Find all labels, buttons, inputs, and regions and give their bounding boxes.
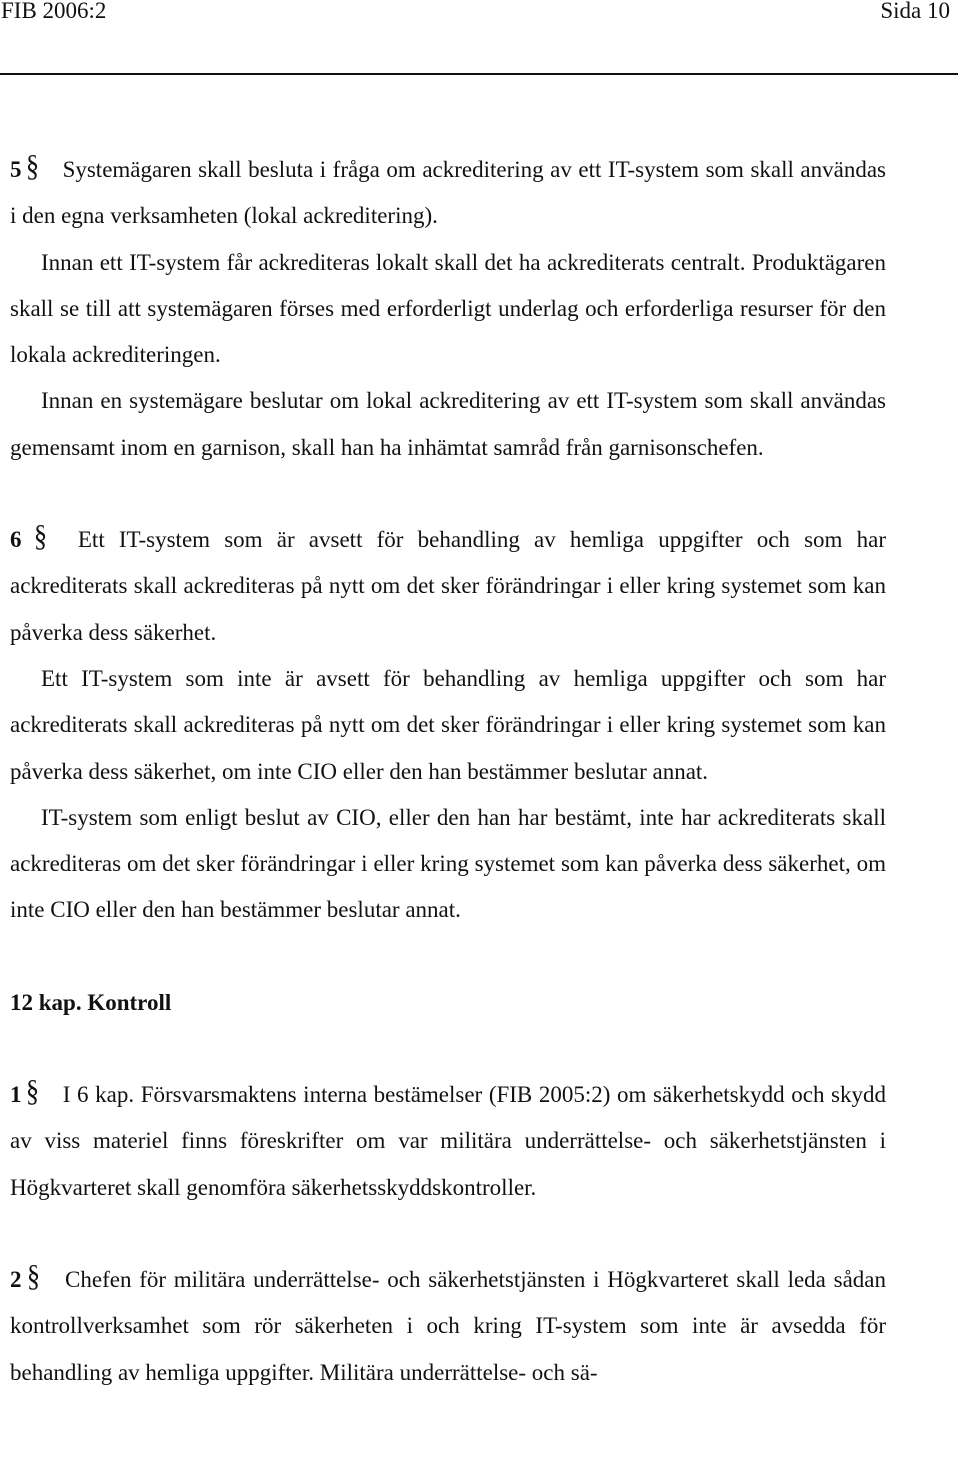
section-sign-icon: § — [26, 1074, 40, 1108]
document-id: FIB 2006:2 — [1, 0, 107, 23]
paragraph-text: Chefen för militära underrättelse- och säkerhetstjänsten i Högkvarteret skall leda sådan kontrollverksamhet som rör säkerheten i och kring IT-system som inte är avsedda för behandling av hemliga uppgifter. Militära underrättelse- och sä- — [10, 1266, 887, 1385]
section-5-paragraph-3: Innan en systemägare beslutar om lokal ackreditering av ett IT-system som skall användas gemensamt inom en garnison, skall han ha inhämtat samråd från garnisonschefen. — [10, 388, 886, 460]
section-number: 2 — [10, 1266, 22, 1292]
section-sign-icon: § — [27, 1259, 41, 1293]
page-header — [0, 0, 950, 30]
header-divider — [0, 73, 958, 75]
chapter-12-section-2 — [10, 1257, 886, 1396]
section-sign-icon: § — [25, 149, 40, 183]
section-number: 6 — [10, 527, 22, 553]
section-number: 5 — [10, 157, 22, 182]
paragraph-text: I 6 kap. Försvarsmaktens interna bestämelser (FIB 2005:2) om säkerhetskydd och skydd av viss materiel finns föreskrifter om var militära underrättelse- och säkerhetstjänsten i Högkvarteret skall genomföra säkerhetsskyddskontroller. — [10, 1082, 887, 1200]
section-number: 1 — [10, 1082, 22, 1108]
page-number: Sida 10 — [880, 0, 950, 23]
paragraph-text: Systemägaren skall besluta i fråga om ackreditering av ett IT-system som skall användas i den egna verksamheten (lokal ackreditering). — [10, 157, 886, 229]
chapter-12-section-1 — [10, 1072, 886, 1211]
section-6-paragraph-3: IT-system som enligt beslut av CIO, eller den han har bestämt, inte har ackrediterats skall ackrediteras om det sker förändringar i eller kring systemet som kan påverka dess säkerhet, om inte CIO eller den han bestämmer beslutar annat. — [10, 804, 886, 923]
section-6-paragraph-2: Ett IT-system som inte är avsett för behandling av hemliga uppgifter och som har ackrediterats skall ackrediteras på nytt om det sker förändringar i eller kring systemet som kan påverka dess säkerhet, om inte CIO eller den han bestämmer beslutar annat. — [10, 665, 886, 784]
section-sign-icon: § — [33, 519, 47, 553]
section-5-paragraph-1 — [10, 147, 886, 240]
document-body — [10, 147, 886, 1396]
paragraph-text: Ett IT-system som är avsett för behandling av hemliga uppgifter och som har ackrediterats skall ackrediteras på nytt om det sker förändringar i eller kring systemet som kan påverka dess säkerhet. — [10, 527, 886, 645]
chapter-heading: 12 kap. Kontroll — [10, 989, 172, 1015]
section-6-paragraph-1 — [10, 517, 886, 656]
section-5-paragraph-2: Innan ett IT-system får ackrediteras lokalt skall det ha ackrediterats centralt. Produktägaren skall se till att systemägaren förses med erforderligt underlag och erforderliga resurser för den lokala ackrediteringen. — [10, 249, 886, 368]
